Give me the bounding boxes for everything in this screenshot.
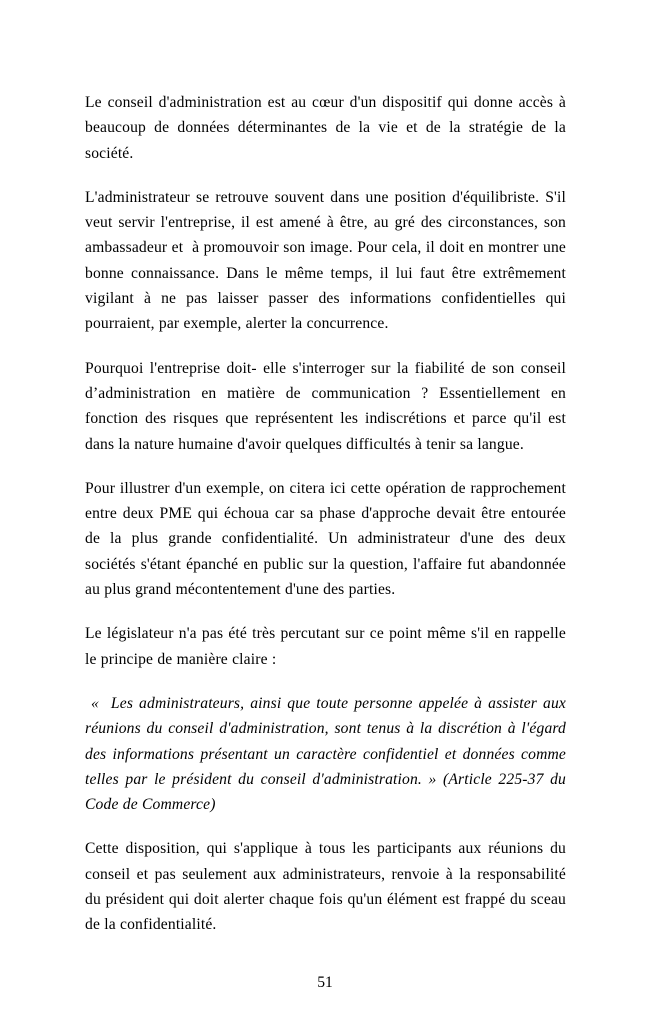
legal-quotation-block: « Les administrateurs, ainsi que toute personne appelée à assister aux réunions du conseil d'administration, sont tenus à la discrétion à l'égard des informations présentant un caractère confidentiel et données comme telles par le président du conseil d'administration. » (Article 225-37 du Code de Commerce) [85,694,571,814]
paragraph-2: L'administrateur se retrouve souvent dans une position d'équilibriste. S'il veut servir l'entreprise, il est amené à être, au gré des circonstances, son ambassadeur et à promouvoir son image. Pour cela, il doit en montrer une bonne connaissance. Dans le même temps, il lui faut être extrêmement vigilant à ne pas laisser passer des informations confidentielles qui pourraient, par exemple, alerter la concurrence. [85,188,571,333]
paragraph-7: Cette disposition, qui s'applique à tous les participants aux réunions du conseil et pas seulement aux administrateurs, renvoie à la responsabilité du président qui doit alerter chaque fois qu'un élément est frappé du sceau de la confidentialité. [85,840,571,934]
paragraph-5: Le législateur n'a pas été très percutant sur ce point même s'il en rappelle le principe de manière claire : [85,625,571,668]
page-number: 51 [317,974,333,991]
body-text-column [85,90,571,938]
paragraph-1: Le conseil d'administration est au cœur d'un dispositif qui donne accès à beaucoup de données déterminantes de la vie et de la stratégie de la société. [85,94,571,162]
paragraph-3: Pourquoi l'entreprise doit- elle s'interroger sur la fiabilité de son conseil d’administration en matière de communication ? Essentiellement en fonction des risques que représentent les indiscrétions et parce qu'il est dans la nature humaine d'avoir quelques difficultés à tenir sa langue. [85,359,571,453]
paragraph-4: Pour illustrer d'un exemple, on citera ici cette opération de rapprochement entre deux PME qui échoua car sa phase d'approche devait être entourée de la plus grande confidentialité. Un administrateur d'une des deux sociétés s'étant épanché en public sur la question, l'affaire fut abandonnée au plus grand mécontentement d'une des parties. [85,479,571,599]
